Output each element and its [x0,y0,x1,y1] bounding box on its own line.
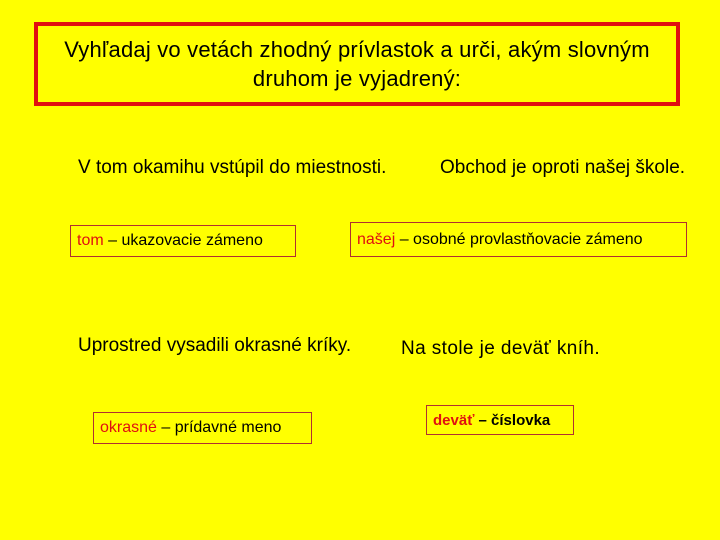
answer-word-3: okrasné [100,419,157,436]
sentence-1: V tom okamihu vstúpil do miestnosti. [78,157,387,178]
answer-word-1: tom [77,232,104,249]
sentence-2: Obchod je oproti našej škole. [440,157,686,178]
answer-box-2 [350,222,687,257]
answer-box-4 [426,405,574,435]
answer-type-1: – ukazovacie zámeno [103,232,263,249]
answer-word-4: deväť [433,411,475,429]
task-title: Vyhľadaj vo vetách zhodný prívlastok a urči, akým slovným druhom je vyjadrený: [64,37,650,91]
sentence-3: Uprostred vysadili okrasné kríky. [78,335,352,356]
answer-type-2: – osobné provlastňovacie zámeno [395,230,643,248]
answer-box-3 [93,412,312,444]
sentence-4: Na stole je deväť kníh. [401,338,601,359]
answer-box-1 [70,225,296,257]
answer-type-4: – číslovka [474,411,551,429]
task-title-box [34,22,680,106]
answer-word-2: našej [357,230,396,248]
answer-type-3: – prídavné meno [156,419,282,436]
